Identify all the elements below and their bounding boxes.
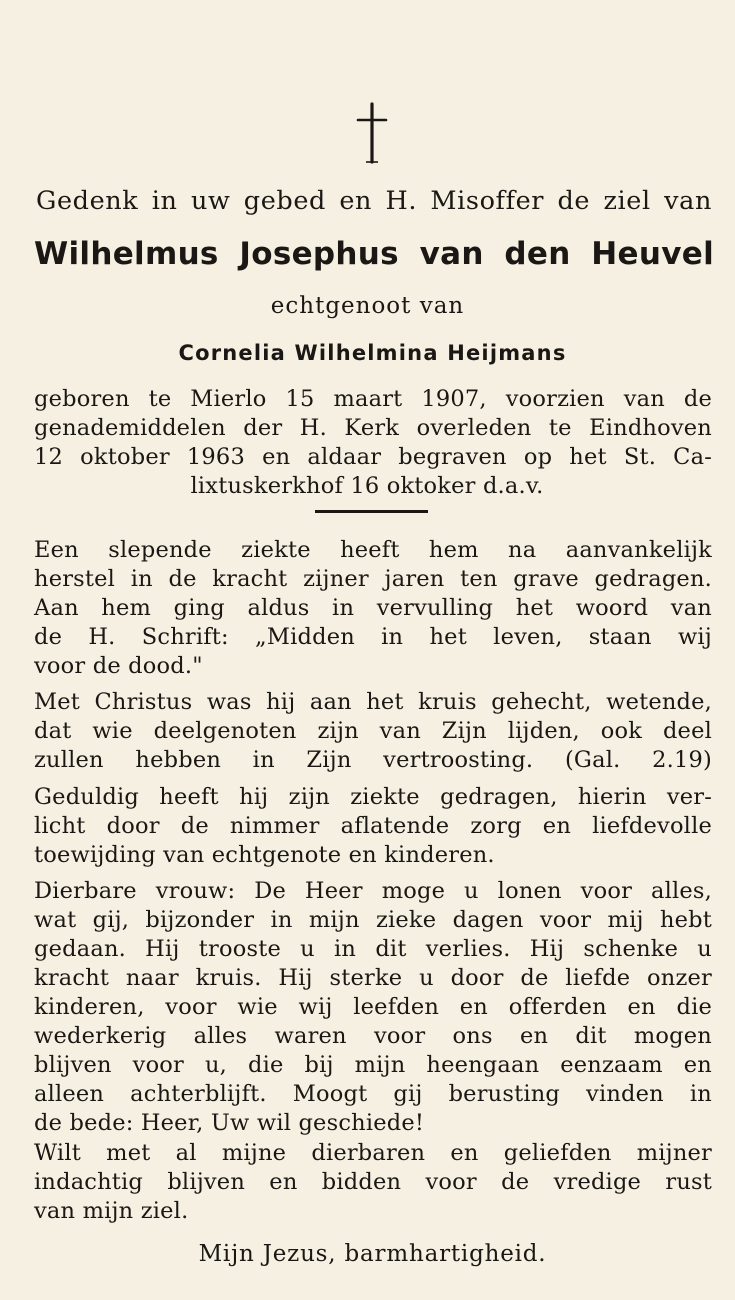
text-line: wat gij, bijzonder in mijn zieke dagen voor mij hebt: [34, 907, 712, 933]
bio-line: genademiddelen der H. Kerk overleden te Eindhoven: [34, 415, 712, 441]
cross-icon: [352, 100, 392, 166]
intro-line: Gedenk in uw gebed en H. Misoffer de ziel van: [36, 186, 712, 216]
text-line: dat wie deelgenoten zijn van Zijn lijden, ook deel: [34, 718, 712, 744]
text-line: licht door de nimmer aflatende zorg en liefdevolle: [34, 813, 712, 839]
bio-line: geboren te Mierlo 15 maart 1907, voorzien van de: [34, 386, 712, 412]
text-line: Dierbare vrouw: De Heer moge u lonen voor alles,: [34, 878, 712, 904]
paragraph-1: [34, 536, 712, 681]
deceased-name: Wilhelmus Josephus van den Heuvel: [34, 236, 714, 272]
text-line: wederkerig alles waren voor ons en dit mogen: [34, 1023, 712, 1049]
paragraph-5: [34, 1139, 712, 1226]
bio-line: 12 oktober 1963 en aldaar begraven op het St. Ca-: [34, 444, 712, 470]
text-line: zullen hebben in Zijn vertroosting. (Gal. 2.19): [34, 747, 712, 773]
text-line: Een slepende ziekte heeft hem na aanvankelijk: [34, 537, 712, 563]
biography: [34, 385, 712, 501]
text-line: gedaan. Hij trooste u in dit verlies. Hij schenke u: [34, 936, 712, 962]
text-line: kinderen, voor wie wij leefden en offerden en die: [34, 994, 712, 1020]
text-line: kracht naar kruis. Hij sterke u door de liefde onzer: [34, 965, 712, 991]
text-line: Aan hem ging aldus in vervulling het woord van: [34, 595, 712, 621]
text-line: herstel in de kracht zijner jaren ten grave gedragen.: [34, 566, 712, 592]
paragraph-2: [34, 688, 712, 775]
text-line: toewijding van echtgenote en kinderen.: [34, 842, 495, 868]
bio-line: lixtuskerkhof 16 oktoker d.a.v.: [190, 473, 544, 499]
text-line: indachtig blijven en bidden voor de vredige rust: [34, 1169, 712, 1195]
text-line: Geduldig heeft hij zijn ziekte gedragen, hierin ver-: [34, 784, 712, 810]
text-line: Wilt met al mijne dierbaren en geliefden mijner: [34, 1140, 712, 1166]
paragraph-3: [34, 783, 712, 870]
text-line: de bede: Heer, Uw wil geschiede!: [34, 1110, 425, 1136]
spouse-intro: echtgenoot van: [270, 293, 465, 319]
paragraph-4: [34, 877, 712, 1138]
text-line: van mijn ziel.: [34, 1198, 189, 1224]
text-line: blijven voor u, die bij mijn heengaan eenzaam en: [34, 1052, 712, 1078]
divider: [315, 510, 428, 513]
closing-prayer: Mijn Jezus, barmhartigheid.: [198, 1241, 547, 1267]
spouse-name: Cornelia Wilhelmina Heijmans: [178, 341, 567, 365]
text-line: de H. Schrift: „Midden in het leven, staan wij: [34, 624, 712, 650]
text-line: voor de dood.": [34, 653, 203, 679]
text-line: alleen achterblijft. Moogt gij berusting vinden in: [34, 1081, 712, 1107]
text-line: Met Christus was hij aan het kruis gehecht, wetende,: [34, 689, 712, 715]
